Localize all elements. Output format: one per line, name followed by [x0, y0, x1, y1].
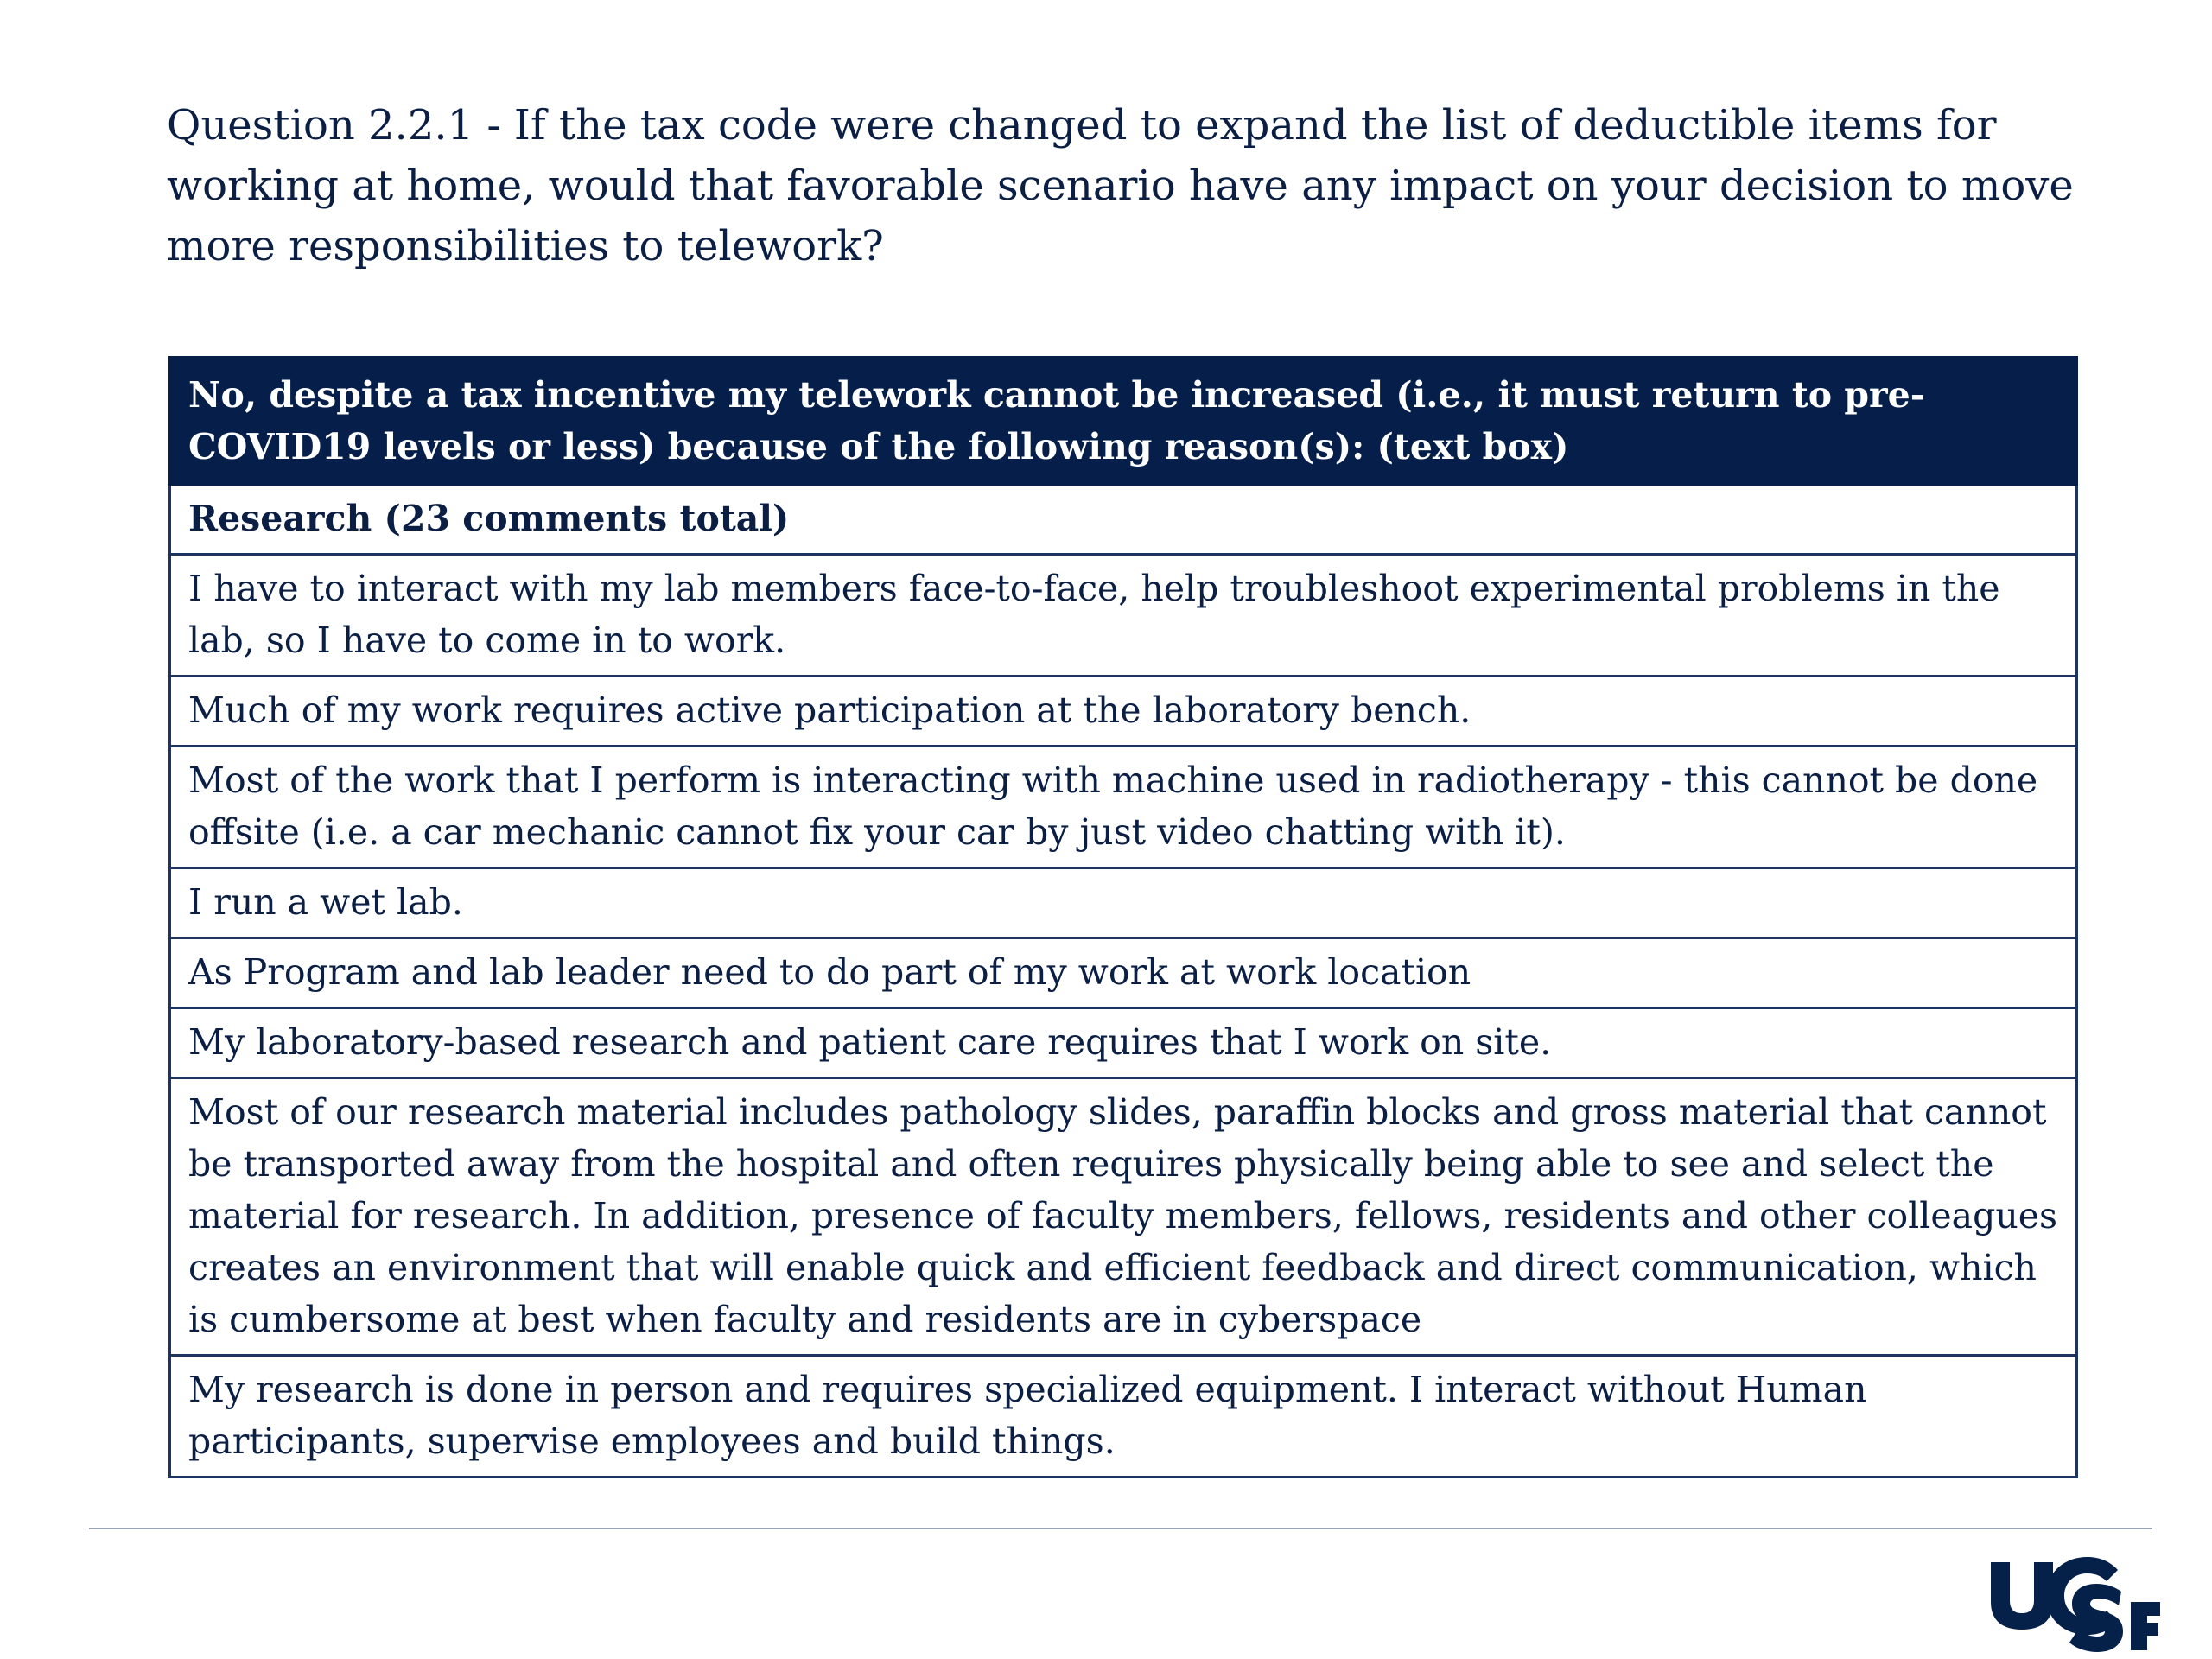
- table-row: [170, 1008, 2077, 1078]
- table-row: [170, 938, 2077, 1008]
- response-cell: Most of the work that I perform is interacting with machine used in radiotherapy - this cannot be done offsite (i.e. a car mechanic cannot fix your car by just video chatting with it).: [170, 747, 2077, 868]
- response-cell: My research is done in person and requires specialized equipment. I interact without Human participants, supervise employees and build things.: [170, 1356, 2077, 1478]
- response-cell: Most of our research material includes pathology slides, paraffin blocks and gross material that cannot be transported away from the hospital and often requires physically being able to see and select the material for research. In addition, presence of faculty members, fellows, residents and other colleagues creates an environment that will enable quick and efficient feedback and direct communication, which is cumbersome at best when faculty and residents are in cyberspace: [170, 1078, 2077, 1356]
- responses-table-container: [168, 356, 2078, 1478]
- ucsf-logo: [1987, 1557, 2160, 1652]
- category-label: Research (23 comments total): [170, 485, 2077, 555]
- response-cell: I have to interact with my lab members face-to-face, help troubleshoot experimental problems in the lab, so I have to come in to work.: [170, 555, 2077, 677]
- response-cell: As Program and lab leader need to do part of my work at work location: [170, 938, 2077, 1008]
- table-header: No, despite a tax incentive my telework cannot be increased (i.e., it must return to pre-COVID19 levels or less) because of the following reason(s): (text box): [170, 358, 2077, 485]
- response-cell: My laboratory-based research and patient care requires that I work on site.: [170, 1008, 2077, 1078]
- question-text: Question 2.2.1 - If the tax code were changed to expand the list of deductible items for working at home, would that favorable scenario have any impact on your decision to move more responsibilities to telework?: [167, 101, 2074, 270]
- category-row: [170, 485, 2077, 555]
- response-cell: Much of my work requires active participation at the laboratory bench.: [170, 677, 2077, 747]
- table-row: [170, 1356, 2077, 1478]
- footer-divider: [89, 1528, 2152, 1529]
- responses-table: [168, 356, 2078, 1478]
- table-row: [170, 1078, 2077, 1356]
- table-header-row: [170, 358, 2077, 485]
- table-row: [170, 868, 2077, 938]
- table-row: [170, 555, 2077, 677]
- table-row: [170, 747, 2077, 868]
- response-cell: I run a wet lab.: [170, 868, 2077, 938]
- table-row: [170, 677, 2077, 747]
